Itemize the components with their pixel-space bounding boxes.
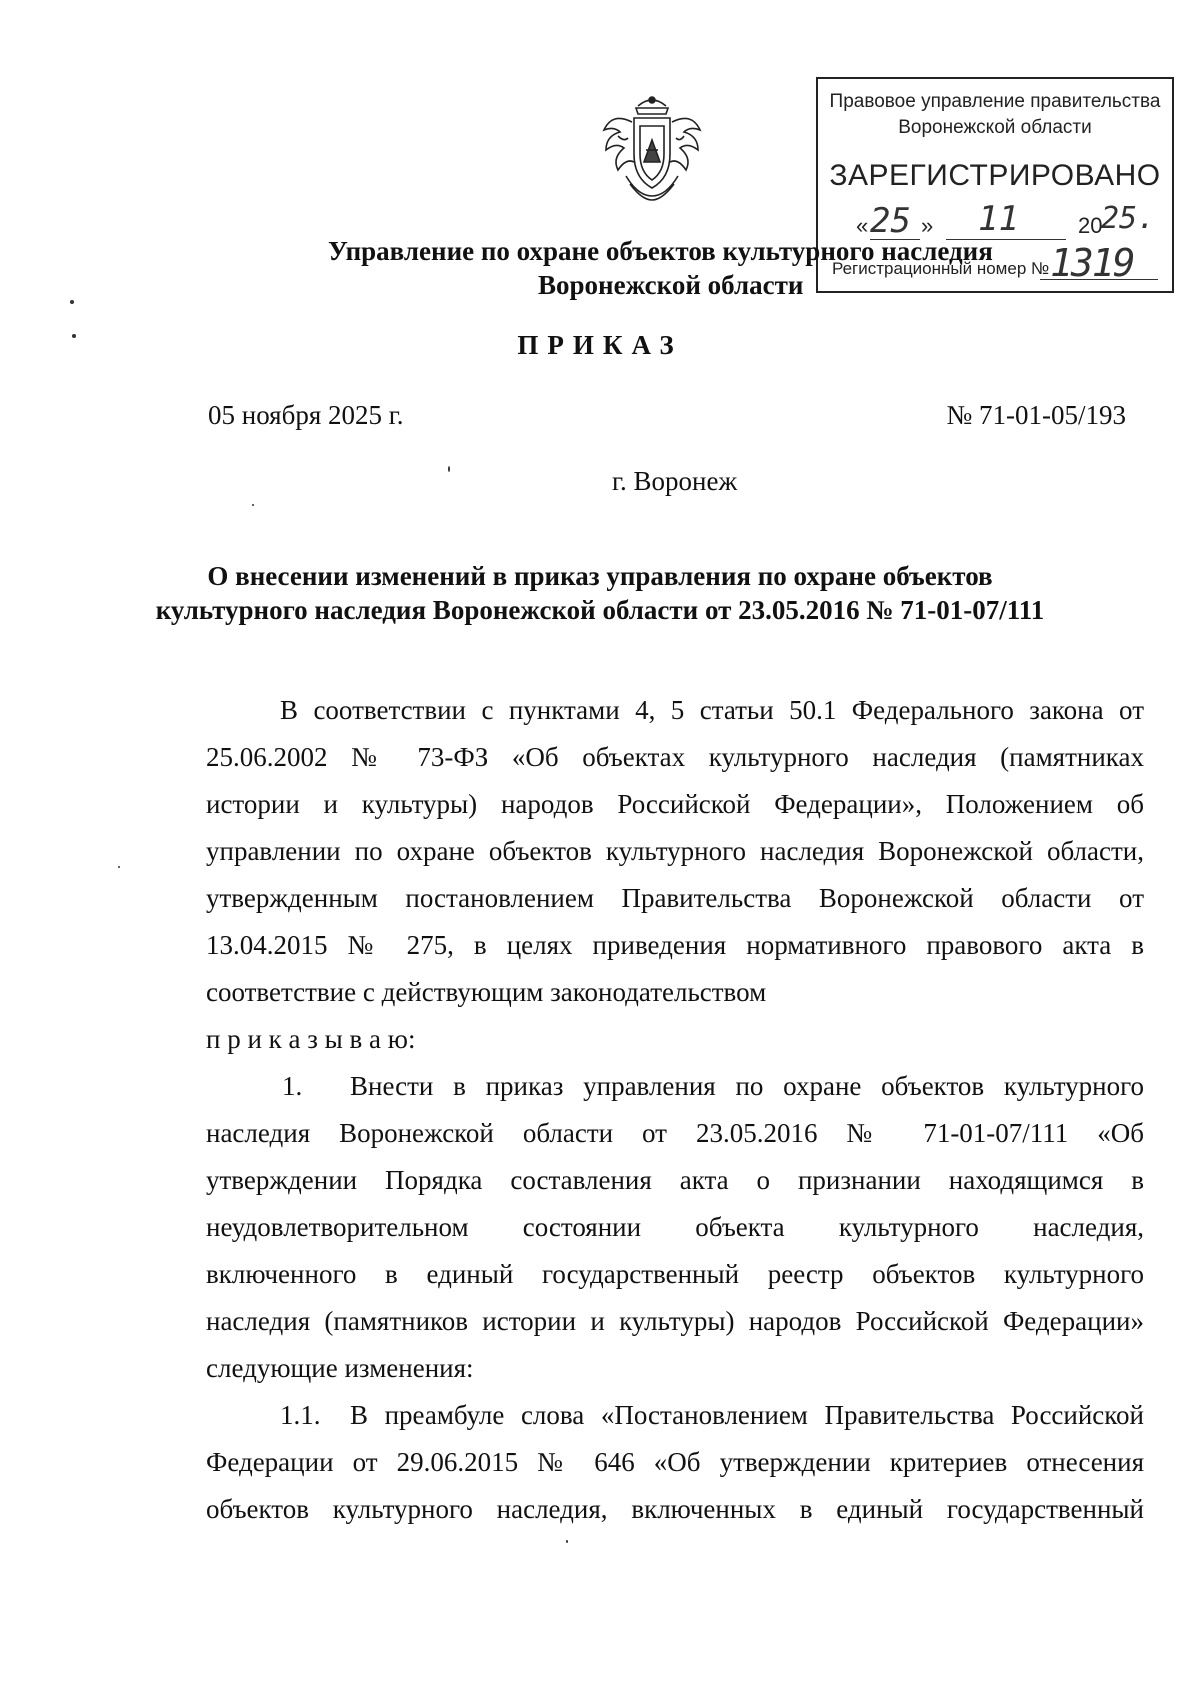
item-line: Внести в приказ управления по охране объектов культурного <box>350 1071 1144 1101</box>
document-date: 05 ноября 2025 г. <box>208 400 404 430</box>
item-line: наследия (памятников истории и культуры) народов Российской Федерации» <box>206 1306 1144 1336</box>
preamble-line: 13.04.2015 № 275, в целях приведения нормативного правового акта в <box>206 930 1144 960</box>
coat-of-arms-icon <box>598 92 706 204</box>
stamp-registered-label: ЗАРЕГИСТРИРОВАНО <box>829 159 1161 192</box>
document-type: ПРИКАЗ <box>517 330 683 360</box>
stamp-reg-number: 1319 <box>1050 241 1134 285</box>
stamp-year-handwritten: 25. <box>1101 201 1156 236</box>
stamp-year-prefix: 20 <box>1078 213 1103 238</box>
item-line: В преамбуле слова «Постановлением Правительства Российской <box>350 1400 1144 1430</box>
document-title-line2: культурного наследия Воронежской области от 23.05.2016 № 71-01-07/111 <box>155 595 1045 625</box>
stamp-reg-number-label: Регистрационный номер № <box>832 259 1050 278</box>
item-line: Федерации от 29.06.2015 № 646 «Об утверждении критериев отнесения <box>206 1447 1144 1477</box>
document-city: г. Воронеж <box>612 466 738 496</box>
preamble-line: утвержденным постановлением Правительства Воронежской области от <box>206 883 1144 913</box>
org-name-line2: Воронежской области <box>538 270 804 300</box>
scan-speck <box>118 866 120 868</box>
scan-speck <box>566 1540 568 1543</box>
item-line: включенного в единый государственный реестр объектов культурного <box>206 1259 1144 1289</box>
org-name-line1: Управление по охране объектов культурного наследия <box>328 236 993 266</box>
item-number: 1. <box>282 1071 303 1101</box>
document-title-line1: О внесении изменений в приказ управления по охране объектов <box>207 561 993 591</box>
preamble-line: В соответствии с пунктами 4, 5 статьи 50.1 Федерального закона от <box>280 695 1144 725</box>
preamble-line: 25.06.2002 № 73-ФЗ «Об объектах культурного наследия (памятниках <box>206 742 1144 772</box>
item-line: наследия Воронежской области от 23.05.2016 № 71-01-07/111 «Об <box>206 1118 1144 1148</box>
scan-speck <box>448 466 450 472</box>
item-line: объектов культурного наследия, включенных в единый государственный <box>206 1494 1144 1524</box>
preamble-line: истории и культуры) народов Российской Федерации», Положением об <box>206 789 1144 819</box>
document-number: № 71-01-05/193 <box>946 400 1126 430</box>
scan-speck <box>252 504 254 506</box>
stamp-authority-line2: Воронежской области <box>898 117 1092 138</box>
stamp-month: 11 <box>978 199 1019 239</box>
item-line: утверждении Порядка составления акта о признании находящимся в <box>206 1165 1144 1195</box>
item-number: 1.1. <box>280 1400 321 1430</box>
stamp-quote-open: « <box>856 213 869 238</box>
scan-speck <box>70 300 74 304</box>
stamp-day: 25 <box>870 201 911 241</box>
stamp-quote-close: » <box>921 213 934 238</box>
preamble-line: соответствие с действующим законодательством <box>206 977 767 1007</box>
stamp-authority-line1: Правовое управление правительства <box>829 91 1161 112</box>
preamble-line: управлении по охране объектов культурного наследия Воронежской области, <box>206 836 1144 866</box>
scan-speck <box>72 334 76 338</box>
item-line: следующие изменения: <box>206 1353 474 1383</box>
order-word: п р и к а з ы в а ю: <box>206 1024 416 1054</box>
item-line: неудовлетворительном состоянии объекта культурного наследия, <box>206 1212 1144 1242</box>
